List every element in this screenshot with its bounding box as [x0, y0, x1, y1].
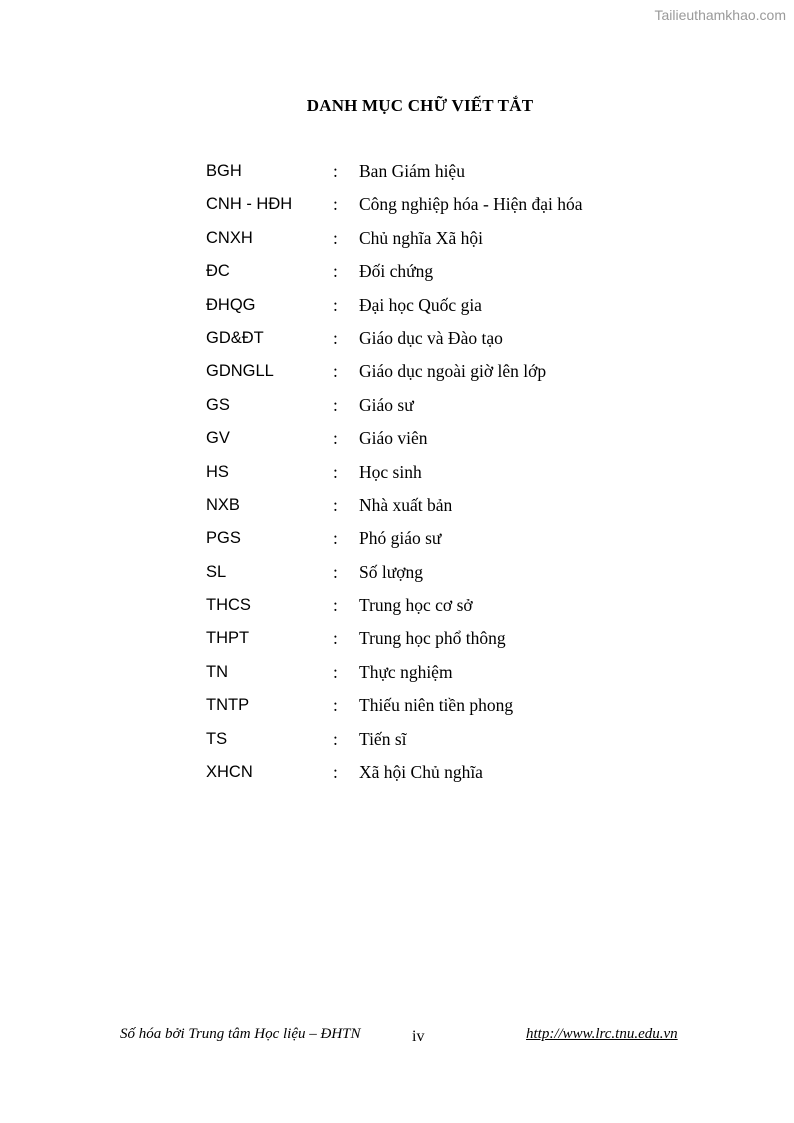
- abbreviation-code: SL: [206, 562, 227, 581]
- abbreviation-code: ĐC: [206, 262, 230, 281]
- abbreviation-meaning: Số lượng: [359, 561, 423, 582]
- abbreviation-meaning: Giáo sư: [359, 394, 414, 415]
- abbreviation-row: [206, 726, 666, 759]
- abbreviation-row: [206, 659, 666, 692]
- abbreviation-code: HS: [206, 462, 229, 481]
- abbreviation-row: [206, 625, 666, 658]
- abbreviation-meaning: Xã hội Chủ nghĩa: [359, 762, 483, 783]
- abbreviation-row: [206, 258, 666, 291]
- abbreviation-code: CNXH: [206, 228, 253, 247]
- abbreviation-code: XHCN: [206, 763, 253, 782]
- separator-colon: :: [333, 595, 338, 616]
- separator-colon: :: [333, 528, 338, 549]
- abbreviation-meaning: Thiếu niên tiền phong: [359, 695, 514, 716]
- abbreviation-code: THCS: [206, 596, 251, 615]
- abbreviation-row: [206, 692, 666, 725]
- abbreviation-meaning: Giáo dục ngoài giờ lên lớp: [359, 361, 547, 382]
- separator-colon: :: [333, 661, 338, 682]
- abbreviation-row: [206, 492, 666, 525]
- abbreviation-row: [206, 191, 666, 224]
- abbreviation-meaning: Học sinh: [359, 461, 422, 482]
- abbreviation-code: NXB: [206, 495, 240, 514]
- abbreviation-row: [206, 292, 666, 325]
- abbreviation-meaning: Giáo dục và Đào tạo: [359, 327, 503, 348]
- separator-colon: :: [333, 628, 338, 649]
- abbreviation-row: [206, 559, 666, 592]
- abbreviation-code: TN: [206, 662, 228, 681]
- separator-colon: :: [333, 461, 338, 482]
- abbreviation-code: GDNGLL: [206, 362, 274, 381]
- abbreviation-meaning: Thực nghiệm: [359, 661, 453, 682]
- abbreviation-meaning: Công nghiệp hóa - Hiện đại hóa: [359, 194, 583, 215]
- page-title: DANH MỤC CHỮ VIẾT TẮT: [306, 96, 534, 115]
- footer-link[interactable]: http://www.lrc.tnu.edu.vn: [526, 1026, 678, 1042]
- page-footer: [0, 1026, 794, 1050]
- abbreviation-row: [206, 158, 666, 191]
- separator-colon: :: [333, 327, 338, 348]
- separator-colon: :: [333, 261, 338, 282]
- abbreviation-meaning: Nhà xuất bản: [359, 494, 453, 515]
- abbreviation-code: ĐHQG: [206, 295, 256, 314]
- abbreviation-code: BGH: [206, 162, 242, 180]
- separator-colon: :: [333, 194, 338, 215]
- abbreviation-row: [206, 225, 666, 258]
- separator-colon: :: [333, 695, 338, 716]
- abbreviation-meaning: Ban Giám hiệu: [359, 161, 465, 181]
- abbreviation-meaning: Phó giáo sư: [359, 528, 442, 549]
- page-number: iv: [412, 1028, 425, 1045]
- abbreviation-meaning: Trung học cơ sở: [359, 595, 473, 616]
- separator-colon: :: [333, 428, 338, 449]
- abbreviation-code: PGS: [206, 529, 241, 548]
- separator-colon: :: [333, 762, 338, 783]
- abbreviation-row: [206, 325, 666, 358]
- abbreviation-code: THPT: [206, 629, 250, 648]
- separator-colon: :: [333, 161, 338, 181]
- separator-colon: :: [333, 361, 338, 382]
- abbreviation-row: [206, 592, 666, 625]
- abbreviation-row: [206, 759, 666, 792]
- separator-colon: :: [333, 227, 338, 248]
- abbreviation-meaning: Đại học Quốc gia: [359, 294, 482, 315]
- abbreviation-meaning: Trung học phổ thông: [359, 628, 506, 649]
- watermark: Tailieuthamkhao.com: [654, 7, 786, 23]
- abbreviation-code: GS: [206, 395, 230, 414]
- abbreviation-meaning: Tiến sĩ: [359, 728, 407, 749]
- abbreviation-row: [206, 425, 666, 458]
- abbreviation-meaning: Đối chứng: [359, 261, 434, 282]
- abbreviation-row: [206, 358, 666, 391]
- separator-colon: :: [333, 561, 338, 582]
- abbreviation-code: CNH - HĐH: [206, 195, 293, 214]
- abbreviation-row: [206, 525, 666, 558]
- footer-source-text: Số hóa bởi Trung tâm Học liệu – ĐHTN: [120, 1026, 361, 1042]
- abbreviation-list: [206, 158, 666, 792]
- abbreviation-meaning: Chủ nghĩa Xã hội: [359, 227, 483, 248]
- abbreviation-code: GD&ĐT: [206, 328, 264, 347]
- abbreviation-code: TNTP: [206, 696, 250, 715]
- abbreviation-code: TS: [206, 729, 228, 748]
- separator-colon: :: [333, 728, 338, 749]
- abbreviation-meaning: Giáo viên: [359, 428, 428, 449]
- abbreviation-code: GV: [206, 429, 230, 448]
- abbreviation-row: [206, 392, 666, 425]
- abbreviation-row: [206, 459, 666, 492]
- separator-colon: :: [333, 394, 338, 415]
- separator-colon: :: [333, 494, 338, 515]
- separator-colon: :: [333, 294, 338, 315]
